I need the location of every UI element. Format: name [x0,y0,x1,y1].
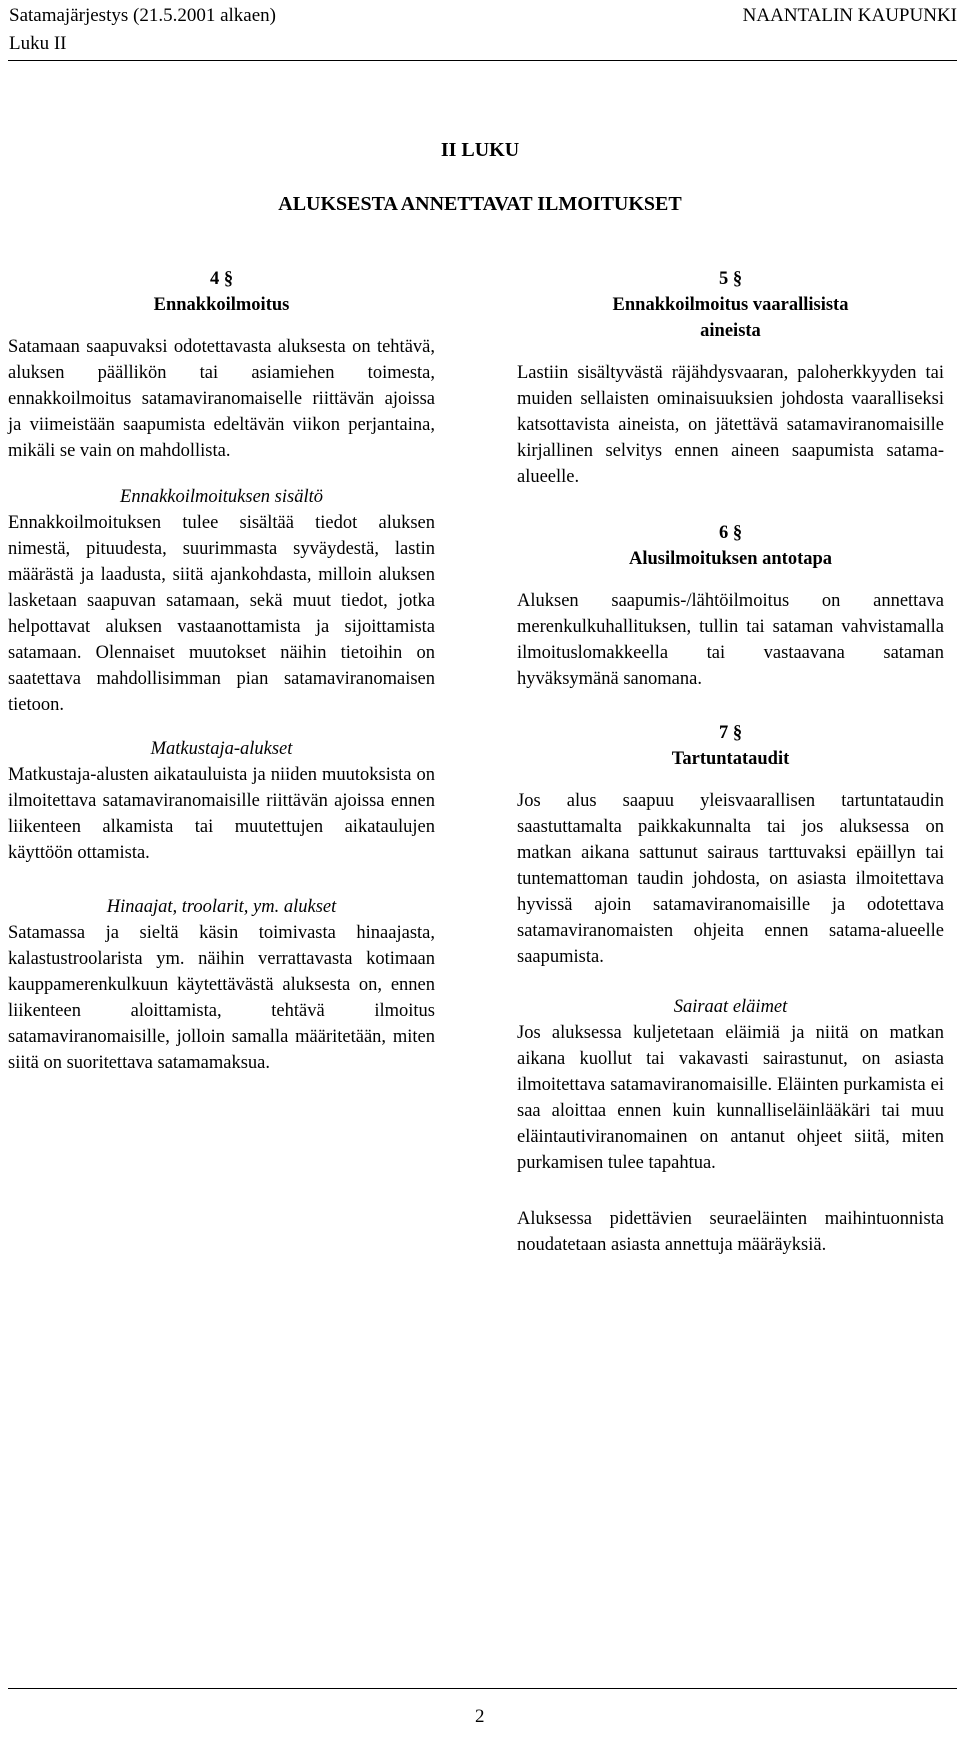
contents-text: Ennakkoilmoituksen tulee sisältää tiedot aluksen nimestä, pituudesta, suurimmasta syväydestä, lastin määrästä ja laadusta, siitä ajankohdasta, milloin aluksen lasketaan saapuvan satamaan, sekä muut tiedot, jotka helpottavat aluksen vastaanottamista ja sijoittamista satamaan. Olennaiset muutokset näihin tietoihin on saatettava mahdollisimman pian satamaviranomaisen tietoon. [8,513,435,715]
section-7-title: Tartuntataudit [671,749,790,769]
left-column [8,266,435,1076]
section-7-heading [517,720,944,772]
chapter-title: ALUKSESTA ANNETTAVAT ILMOITUKSET [278,193,682,215]
section-5-number: 5 § [718,269,743,289]
tugs-text: Satamassa ja sieltä käsin toimivasta hinaajasta, kalastustroolarista ym. näihin verrattavasta kotimaan kauppamerenkulkuun käytettävästä aluksesta on, ennen liikenteen aloittamista, tehtävä ilmoitus satamaviranomaisille, jolloin samalla määritetään, miten siitä on suoritettava satamamaksua. [8,923,435,1073]
header-document-title: Satamajärjestys (21.5.2001 alkaen) [9,5,276,26]
section-6-heading [517,520,944,572]
header-divider [8,60,957,61]
section-5-title-line2: aineista [700,321,761,341]
header-municipality: NAANTALIN KAUPUNKI [742,5,957,26]
contents-subtitle: Ennakkoilmoituksen sisältö [120,487,323,507]
sick-animals-subtitle: Sairaat eläimet [673,997,788,1017]
section-4-title: Ennakkoilmoitus [153,295,290,315]
passenger-subtitle: Matkustaja-alukset [150,739,293,759]
section-6-text: Aluksen saapumis-/lähtöilmoitus on annettava merenkulkuhallituksen, tullin tai sataman vahvistamalla ilmoituslomakkeella tai vastaavana sataman hyväksymänä sanomana. [517,591,944,689]
section-5-heading [517,266,944,344]
section-4-text: Satamaan saapuvaksi odotettavasta aluksesta on tehtävä, aluksen päällikön tai asiamiehen toimesta, ennakkoilmoitus satamaviranomaiselle riittävän ajoissa ja viimeistään saapumista edeltävän viikon perjantaina, mikäli se vain on mahdollista. [8,337,435,461]
section-6-number: 6 § [718,523,743,543]
header-chapter: Luku II [9,33,67,54]
section-6-title: Alusilmoituksen antotapa [628,549,833,569]
sick-animals-text: Jos aluksessa kuljetetaan eläimiä ja niitä on matkan aikana kuollut tai vakavasti sairastunut, on asiasta ilmoitettava satamaviranomaisille. Eläinten purkamista ei saa aloittaa ennen kuin kunnalliseläinlääkäri tai muu eläintautiviranomainen on antanut ohjeet siitä, miten purkamisen tulee tapahtua. [517,1023,944,1173]
footer-divider [8,1688,957,1689]
chapter-number: II LUKU [440,139,520,161]
header-left [9,2,276,58]
section-4-number: 4 § [209,269,234,289]
page-number: 2 [475,1706,485,1727]
section-7-text: Jos alus saapuu yleisvaarallisen tartuntataudin saastuttamalta paikkakunnalta tai jos aluksessa on matkan aikana sattunut sairaus tarttuvaksi epäillyn tai tuntemattoman taudin johdosta, on asiasta ilmoitettava hyvissä ajoin satamaviranomaisille ja odotettava satamaviranomaisten ohjeita ennen satama-alueelle saapumista. [517,791,944,967]
section-4-heading [8,266,435,318]
tugs-subtitle: Hinaajat, troolarit, ym. alukset [106,897,337,917]
section-5-text: Lastiin sisältyvästä räjähdysvaaran, paloherkkyyden tai muiden sellaisten ominaisuuksien johdosta vaaralliseksi katsottavista aineista, on jätettävä satamaviranomaisille kirjallinen selvitys ennen aineen saapumista satama-alueelle. [517,363,944,487]
section-7-number: 7 § [718,723,743,743]
right-column [517,266,944,1258]
passenger-text: Matkustaja-alusten aikatauluista ja niiden muutoksista on ilmoitettava satamaviranomaisille riittävän ajoissa ennen liikenteen alkamista tai muutettujen aikataulujen käyttöön ottamista. [8,765,435,863]
section-5-title-line1: Ennakkoilmoitus vaarallisista [612,295,849,315]
pet-animals-text: Aluksessa pidettävien seuraeläinten maihintuonnista noudatetaan asiasta annettuja määräyksiä. [517,1209,944,1255]
